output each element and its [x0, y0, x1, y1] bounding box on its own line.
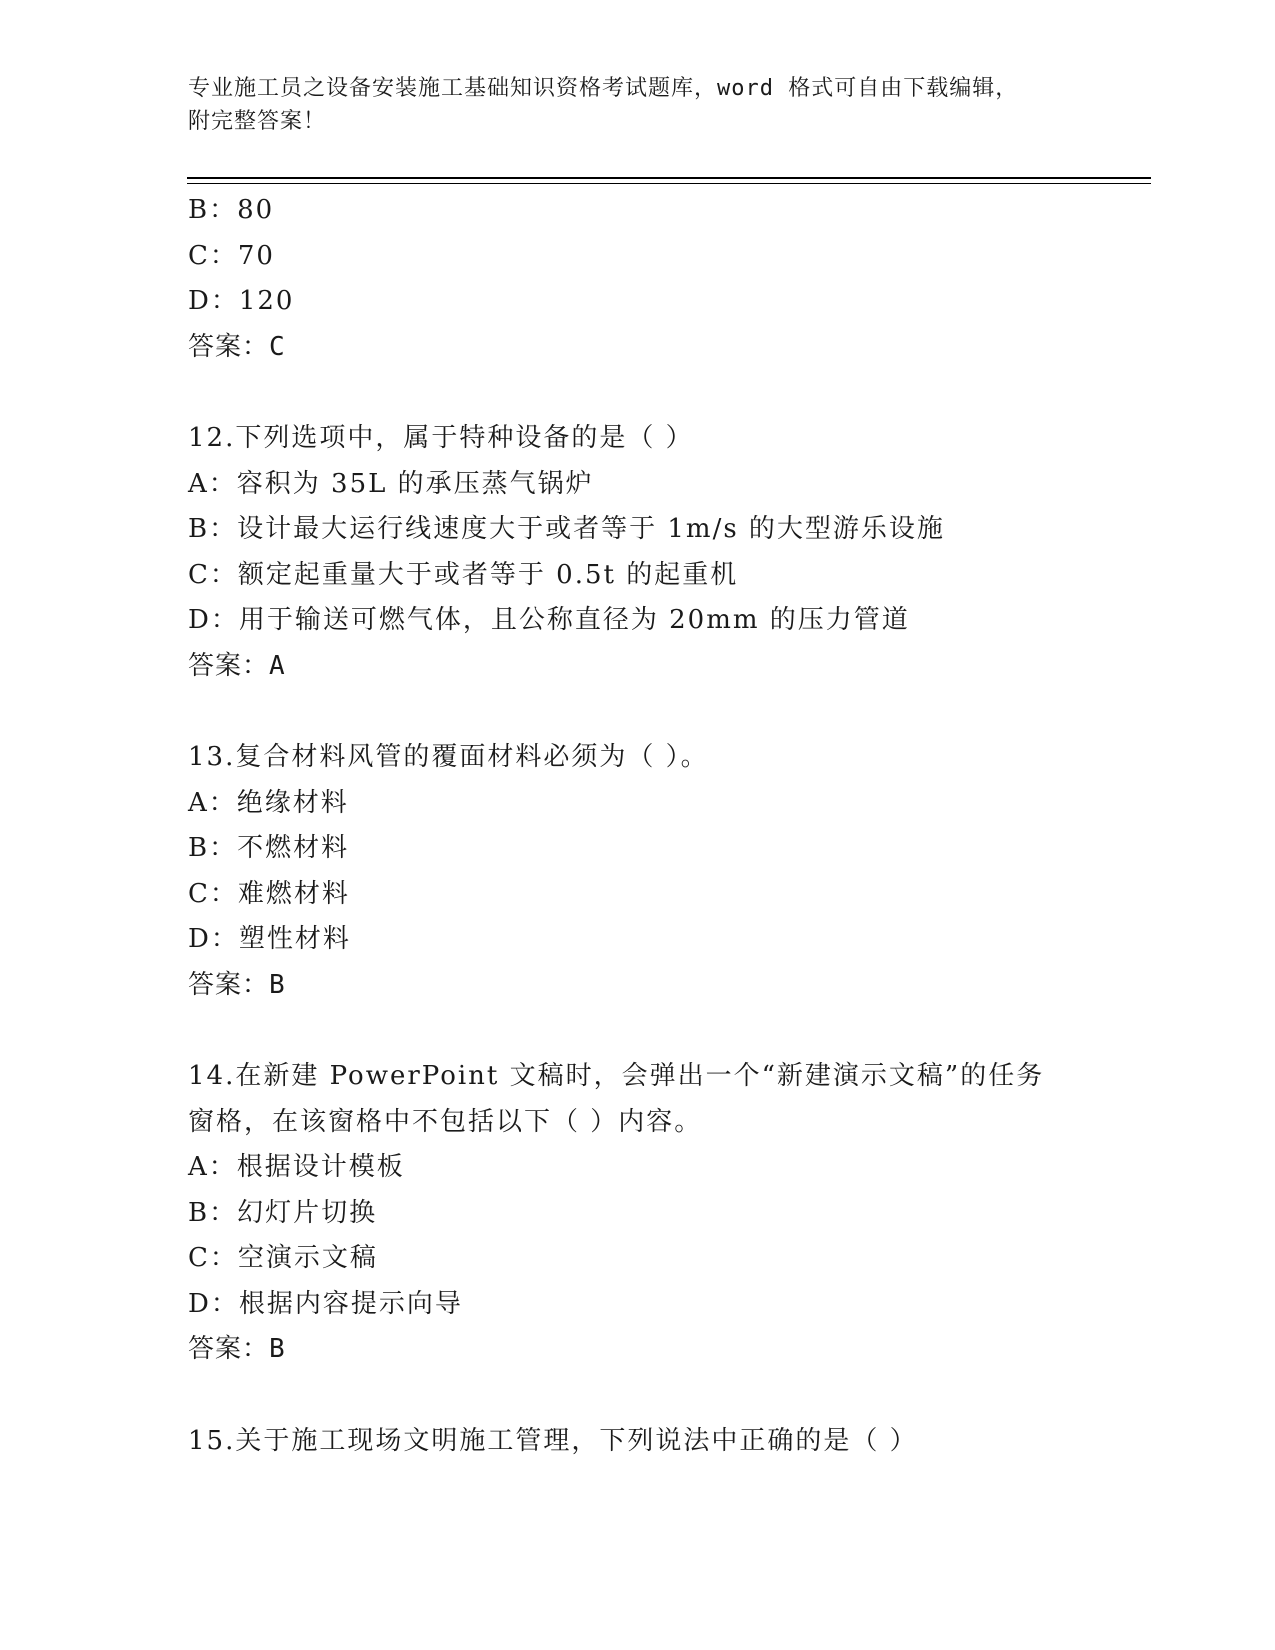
option-c: C：额定起重量大于或者等于 0.5t 的起重机	[188, 559, 739, 590]
option-d: D：塑性材料	[188, 924, 351, 954]
question-stem-line-2: 窗格，在该窗格中不包括以下（ ）内容。	[188, 1106, 703, 1137]
option-c: C：70	[188, 240, 275, 271]
answer: 答案：C	[188, 331, 286, 362]
option-b: B：不燃材料	[188, 833, 350, 863]
option-a: A：绝缘材料	[188, 787, 349, 818]
header-divider-thick	[187, 177, 1151, 179]
option-d: D：用于输送可燃气体，且公称直径为 20mm 的压力管道	[188, 605, 910, 635]
question-11-continued	[188, 188, 1088, 370]
question-12	[188, 416, 1088, 689]
question-15	[188, 1419, 1088, 1465]
option-d: D：120	[188, 286, 295, 316]
document-header	[188, 72, 1068, 138]
header-line-1: 专业施工员之设备安装施工基础知识资格考试题库，word 格式可自由下载编辑，	[188, 76, 1019, 101]
answer: 答案：A	[188, 650, 286, 681]
header-line-2: 附完整答案！	[188, 109, 327, 134]
header-divider-thin	[187, 183, 1151, 184]
question-13	[188, 735, 1088, 1008]
question-stem: 12.下列选项中，属于特种设备的是（ ）	[188, 423, 694, 453]
option-b: B：设计最大运行线速度大于或者等于 1m/s 的大型游乐设施	[188, 514, 945, 544]
answer: 答案：B	[188, 969, 286, 1000]
option-b: B：幻灯片切换	[188, 1197, 378, 1228]
option-c: C：空演示文稿	[188, 1243, 378, 1273]
question-stem: 13.复合材料风管的覆面材料必须为（ ）。	[188, 742, 709, 772]
option-a: A：容积为 35L 的承压蒸气锅炉	[188, 468, 594, 499]
question-stem-line-1: 14.在新建 PowerPoint 文稿时，会弹出一个“新建演示文稿”的任务	[188, 1061, 1045, 1091]
question-list	[188, 188, 1088, 1464]
option-a: A：根据设计模板	[188, 1152, 405, 1182]
question-stem: 15.关于施工现场文明施工管理，下列说法中正确的是（ ）	[188, 1425, 918, 1456]
option-b: B：80	[188, 195, 275, 225]
option-c: C：难燃材料	[188, 878, 350, 909]
option-d: D：根据内容提示向导	[188, 1288, 463, 1319]
answer: 答案：B	[188, 1334, 286, 1364]
question-14	[188, 1054, 1088, 1373]
